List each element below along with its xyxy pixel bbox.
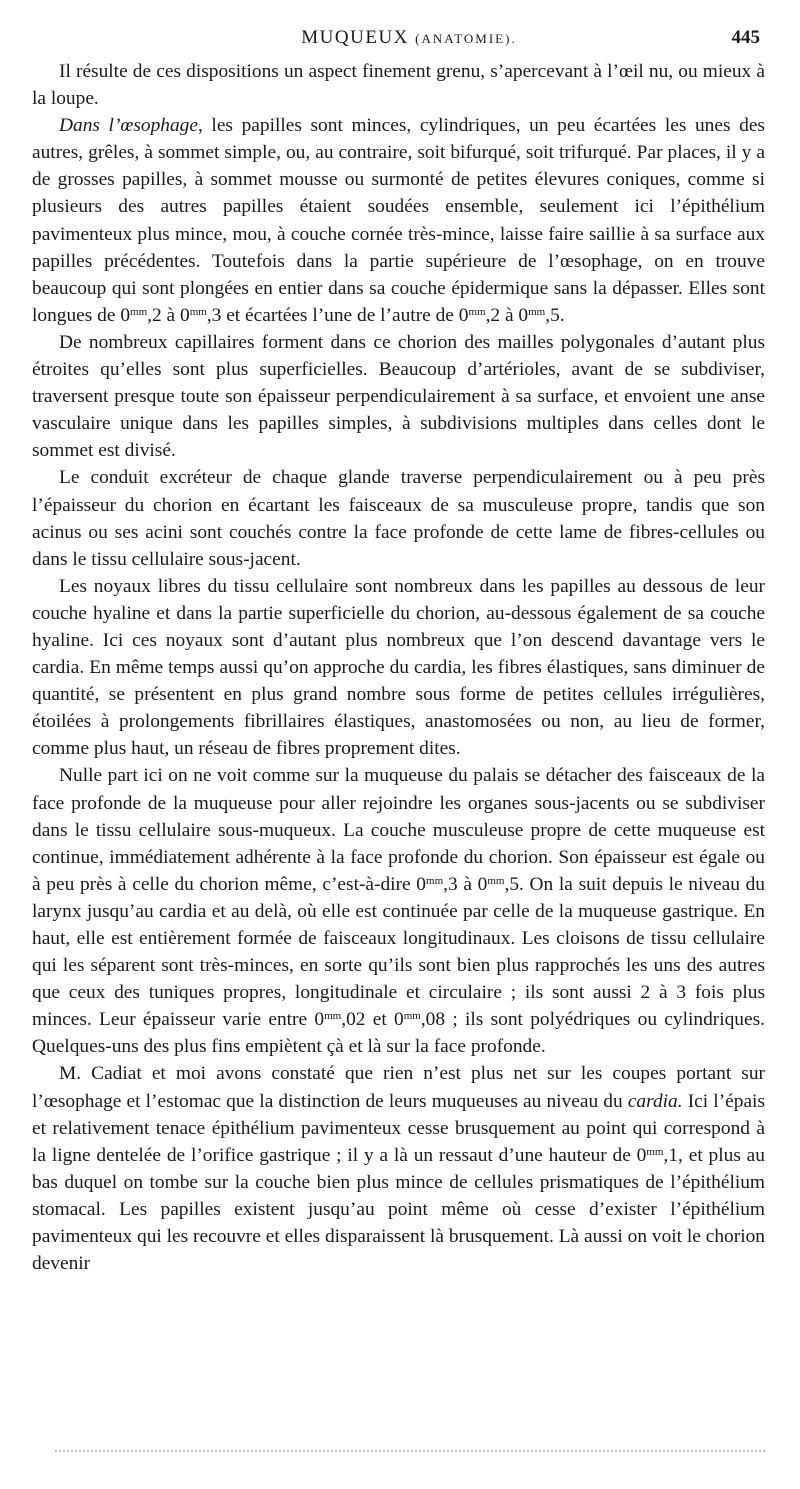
text-run: ,3 à 0 [443, 873, 488, 895]
text-run: Ici l’épais et relativement tenace épithélium pavimenteux cesse brusquement au point qui correspond à la ligne dentelée de l’orifice gastrique ; il y a là un ressaut d’une hauteur de 0 [32, 1090, 765, 1166]
unit-superscript: mm [646, 1145, 664, 1158]
text-run: ,2 à 0 [147, 304, 190, 326]
text-run: Les noyaux libres du tissu cellulaire sont nombreux dans les papilles au dessous de leur couche hyaline et dans la partie superficielle du chorion, au-dessous également de sa couche hyaline. Ici ces noyaux sont d’autant plus nombreux que l’on descend davantage vers le cardia. En même temps aussi qu’on approche du cardia, les fibres élastiques, sans diminuer de quantité, se présentent en plus grand nombre sous forme de petites cellules irrégulières, étoilées à prolongements fibrillaires élastiques, anastomosées ou non, au lieu de former, comme plus haut, un réseau de fibres proprement dites. [32, 575, 765, 760]
unit-superscript: mm [189, 305, 207, 318]
text-run: Nulle part ici on ne voit comme sur la muqueuse du palais se détacher des faisceaux de la face profonde de la muqueuse pour aller rejoindre les organes sous-jacents ou se subdiviser dans le tissu cellulaire sous-muqueux. La couche musculeuse propre de cette muqueuse est continue, immédiatement adhérente à la face profonde du chorion. Son épaisseur est égale ou à peu près à celle du chorion même, c’est-à-dire 0 [32, 765, 765, 895]
header-subtitle: (ANATOMIE). [415, 31, 517, 46]
text-run: ,2 à 0 [485, 304, 529, 326]
text-run: Il résulte de ces dispositions un aspect finement grenu, s’apercevant à l’œil nu, ou mieux à la loupe. [32, 61, 765, 110]
text-run: ,5. On la suit depuis le niveau du larynx jusqu’au cardia et au delà, où elle est continuée par celle de la muqueuse gastrique. En haut, elle est entièrement formée de faisceaux longitudinaux. Les cloisons de tissu cellulaire qui les séparent sont très-minces, en sorte qu’ils sont bien plus rapprochés les uns des autres que ceux des tuniques propres, longitudinale et circulaire ; ils sont aussi 2 à 3 fois plus minces. Leur épaisseur varie entre 0 [32, 873, 765, 1031]
page-number: 445 [731, 27, 760, 48]
text-run: ,3 et écartées l’une de l’autre de 0 [206, 304, 469, 326]
text-run: De nombreux capillaires forment dans ce chorion des mailles polygonales d’autant plus étroites qu’elles sont plus superficielles. Beaucoup d’artérioles, avant de se subdiviser, traversent presque toute son épaisseur perpendiculairement à sa surface, et envoient une anse vasculaire unique dans les papilles simples, à subdivisions multiples dans celles dont le sommet est divisé. [32, 331, 765, 462]
italic-run: cardia. [627, 1090, 683, 1112]
text-run: ,5. [545, 304, 565, 326]
paragraph [32, 1060, 765, 1277]
footer-dotted-rule [55, 1450, 765, 1454]
running-title [58, 27, 760, 49]
body-text [32, 58, 765, 1277]
unit-superscript: mm [324, 1010, 342, 1023]
text-run: ,1, et plus au bas duquel on tombe sur la couche bien plus mince de cellules prismatiques de l’épithélium stomacal. Les papilles existent jusqu’au point même où cesse d’exister l’épithélium pavimenteux qui les recouvre et elles disparaissent là brusquement. Là aussi on voit le chorion devenir [32, 1144, 765, 1275]
header-title: MUQUEUX [301, 27, 409, 48]
italic-run: Dans l’œsophage [59, 115, 198, 137]
text-run: M. Cadiat et moi avons constaté que rien n’est plus net sur les coupes portant sur l’œsophage et l’estomac que la distinction de leurs muqueuses au niveau du [32, 1063, 765, 1112]
text-run: ,08 ; ils sont polyédriques ou cylindriques. Quelques-uns des plus fins empiètent çà et là sur la face profonde. [32, 1009, 765, 1058]
paragraph [32, 464, 765, 572]
unit-superscript: mm [487, 874, 505, 887]
paragraph [32, 573, 765, 763]
paragraph [32, 112, 765, 329]
text-run: , les papilles sont minces, cylindriques, un peu écartées les unes des autres, grêles, à sommet simple, ou, au contraire, soit bifurqué, soit trifurqué. Par places, il y a de grosses papilles, à sommet mousse ou surmonté de petites élevures coniques, comme si plusieurs des autres papilles étaient soudées ensemble, seulement ici l’épithélium pavimenteux plus mince, mou, à couche cornée très-mince, laisse faire saillie à sa surface aux papilles précédentes. Toutefois dans la partie supérieure de l’œsophage, on en trouve beaucoup qui sont plongées en entier dans sa couche épidermique sans la dépasser. Elles sont longues de 0 [32, 115, 765, 326]
paragraph [32, 762, 765, 1060]
unit-superscript: mm [426, 874, 444, 887]
text-run: Le conduit excréteur de chaque glande traverse perpendiculairement ou à peu près l’épaisseur du chorion en écartant les faisceaux de sa musculeuse propre, tandis que son acinus ou ses acini sont couchés contre la face profonde de cette lame de fibres-cellules ou dans le tissu cellulaire sous-jacent. [32, 467, 765, 570]
paragraph [32, 58, 765, 112]
unit-superscript: mm [468, 305, 486, 318]
running-header [58, 27, 760, 57]
paragraph [32, 329, 765, 464]
unit-superscript: mm [403, 1010, 421, 1023]
unit-superscript: mm [528, 305, 546, 318]
text-run: ,02 et 0 [341, 1009, 404, 1031]
unit-superscript: mm [130, 305, 148, 318]
